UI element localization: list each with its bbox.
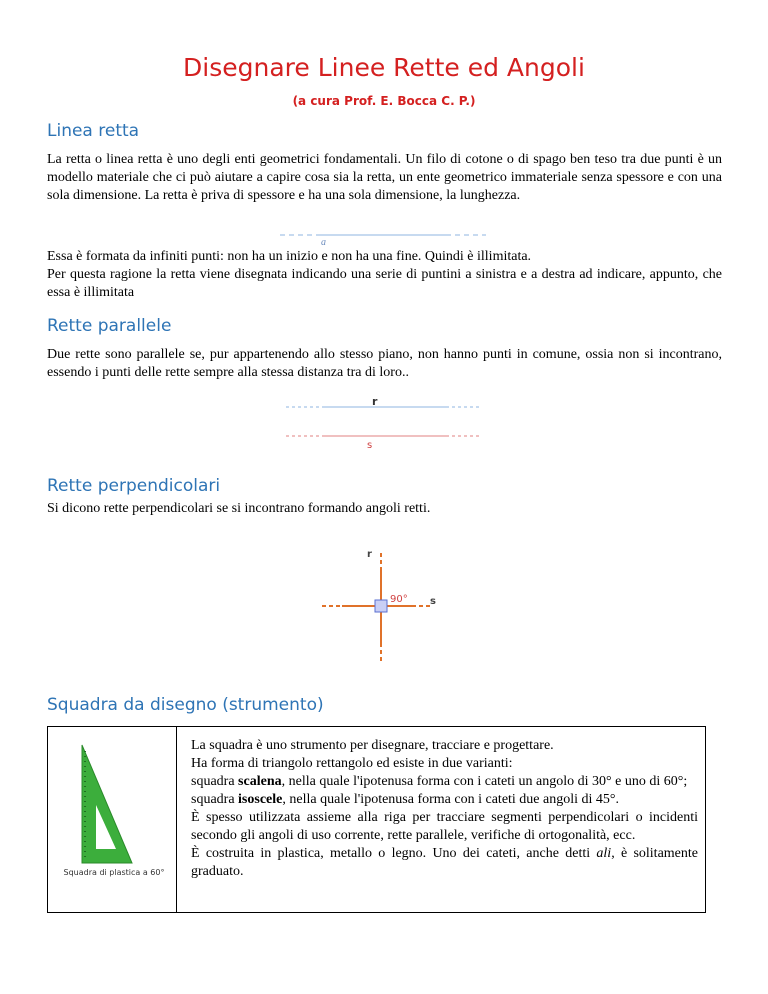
squadra-line-3-pre: squadra (191, 774, 239, 789)
figure-parallel-lines (284, 395, 484, 453)
perp-line-s-label: s (430, 596, 436, 607)
text-rette-perpendicolari-p1: Si dicono rette perpendicolari se si incontrano formando angoli retti. (47, 501, 431, 516)
paragraph-rette-perpendicolari (47, 500, 722, 518)
set-square-image (76, 739, 136, 867)
squadra-image-cell (48, 727, 177, 912)
squadra-line-6 (191, 845, 698, 881)
line-a-label: a (321, 237, 326, 248)
squadra-line-3-post: , nella quale l'ipotenusa forma con i cateti un angolo di 30° e uno di 60°; (281, 774, 688, 789)
squadra-line-4 (191, 791, 698, 809)
heading-rette-perpendicolari: Rette perpendicolari (47, 476, 221, 496)
squadra-line-6-pre: È costruita in plastica, metallo o legno. Uno dei cateti, anche detti (191, 846, 597, 861)
squadra-line-4-pre: squadra (191, 792, 239, 807)
squadra-line-2: Ha forma di triangolo rettangolo ed esiste in due varianti: (191, 756, 513, 771)
squadra-line-1: La squadra è uno strumento per disegnare, tracciare e progettare. (191, 738, 554, 753)
angle-90-label: 90° (390, 594, 408, 605)
line-s-label: s (367, 440, 373, 451)
page-subtitle: (a cura Prof. E. Bocca C. P.) (292, 94, 476, 108)
page-title: Disegnare Linee Rette ed Angoli (183, 53, 585, 82)
squadra-line-5: È spesso utilizzata assieme alla riga per tracciare segmenti perpendicolari o incidenti secondo gli angoli di uso corrente, rette parallele, verifiche di ortogonalità, ecc. (191, 810, 698, 843)
perp-line-r-label: r (367, 549, 372, 560)
figure-line-a (278, 228, 488, 248)
heading-rette-parallele: Rette parallele (47, 316, 172, 336)
text-linea-retta-p2: Essa è formata da infiniti punti: non ha un inizio e non ha una fine. Quindi è illimitata. (47, 249, 532, 264)
squadra-line-6-post: , è solitamente graduato. (191, 846, 698, 879)
squadra-line-4-post: , nella quale l'ipotenusa forma con i cateti due angoli di 45°. (282, 792, 620, 807)
squadra-ali: ali (596, 846, 612, 861)
line-r-label: r (372, 395, 378, 408)
set-square-caption: Squadra di plastica a 60° (63, 868, 165, 877)
squadra-isoscele: isoscele (238, 792, 283, 807)
figure-perpendicular-lines (318, 545, 458, 665)
squadra-line-3 (191, 773, 698, 791)
paragraph-rette-parallele (47, 346, 722, 382)
text-rette-parallele-p1: Due rette sono parallele se, pur appartenendo allo stesso piano, non hanno punti in comune, ossia non si incontrano, essendo i punti delle rette sempre alla stessa distanza tra di loro.. (47, 347, 722, 380)
right-angle-marker (375, 600, 387, 612)
heading-linea-retta: Linea retta (47, 121, 140, 141)
paragraph-linea-retta-infinite (47, 248, 722, 302)
squadra-scalena: scalena (238, 774, 282, 789)
squadra-text-cell (191, 737, 698, 881)
squadra-table (47, 726, 706, 913)
heading-squadra: Squadra da disegno (strumento) (47, 695, 324, 715)
text-linea-retta-p3: Per questa ragione la retta viene disegnata indicando una serie di puntini a sinistra e a destra ad indicare, appunto, che essa è illimitata (47, 267, 722, 300)
paragraph-linea-retta-intro (47, 151, 722, 205)
text-linea-retta-p1: La retta o linea retta è uno degli enti geometrici fondamentali. Un filo di cotone o di spago ben teso tra due punti è un modello materiale che ci può aiutare a capire cosa sia la retta, un ente geometrico immateriale senza spessore e con una sola dimensione. La retta è priva di spessore e ha una sola dimensione, la lunghezza. (47, 152, 722, 203)
